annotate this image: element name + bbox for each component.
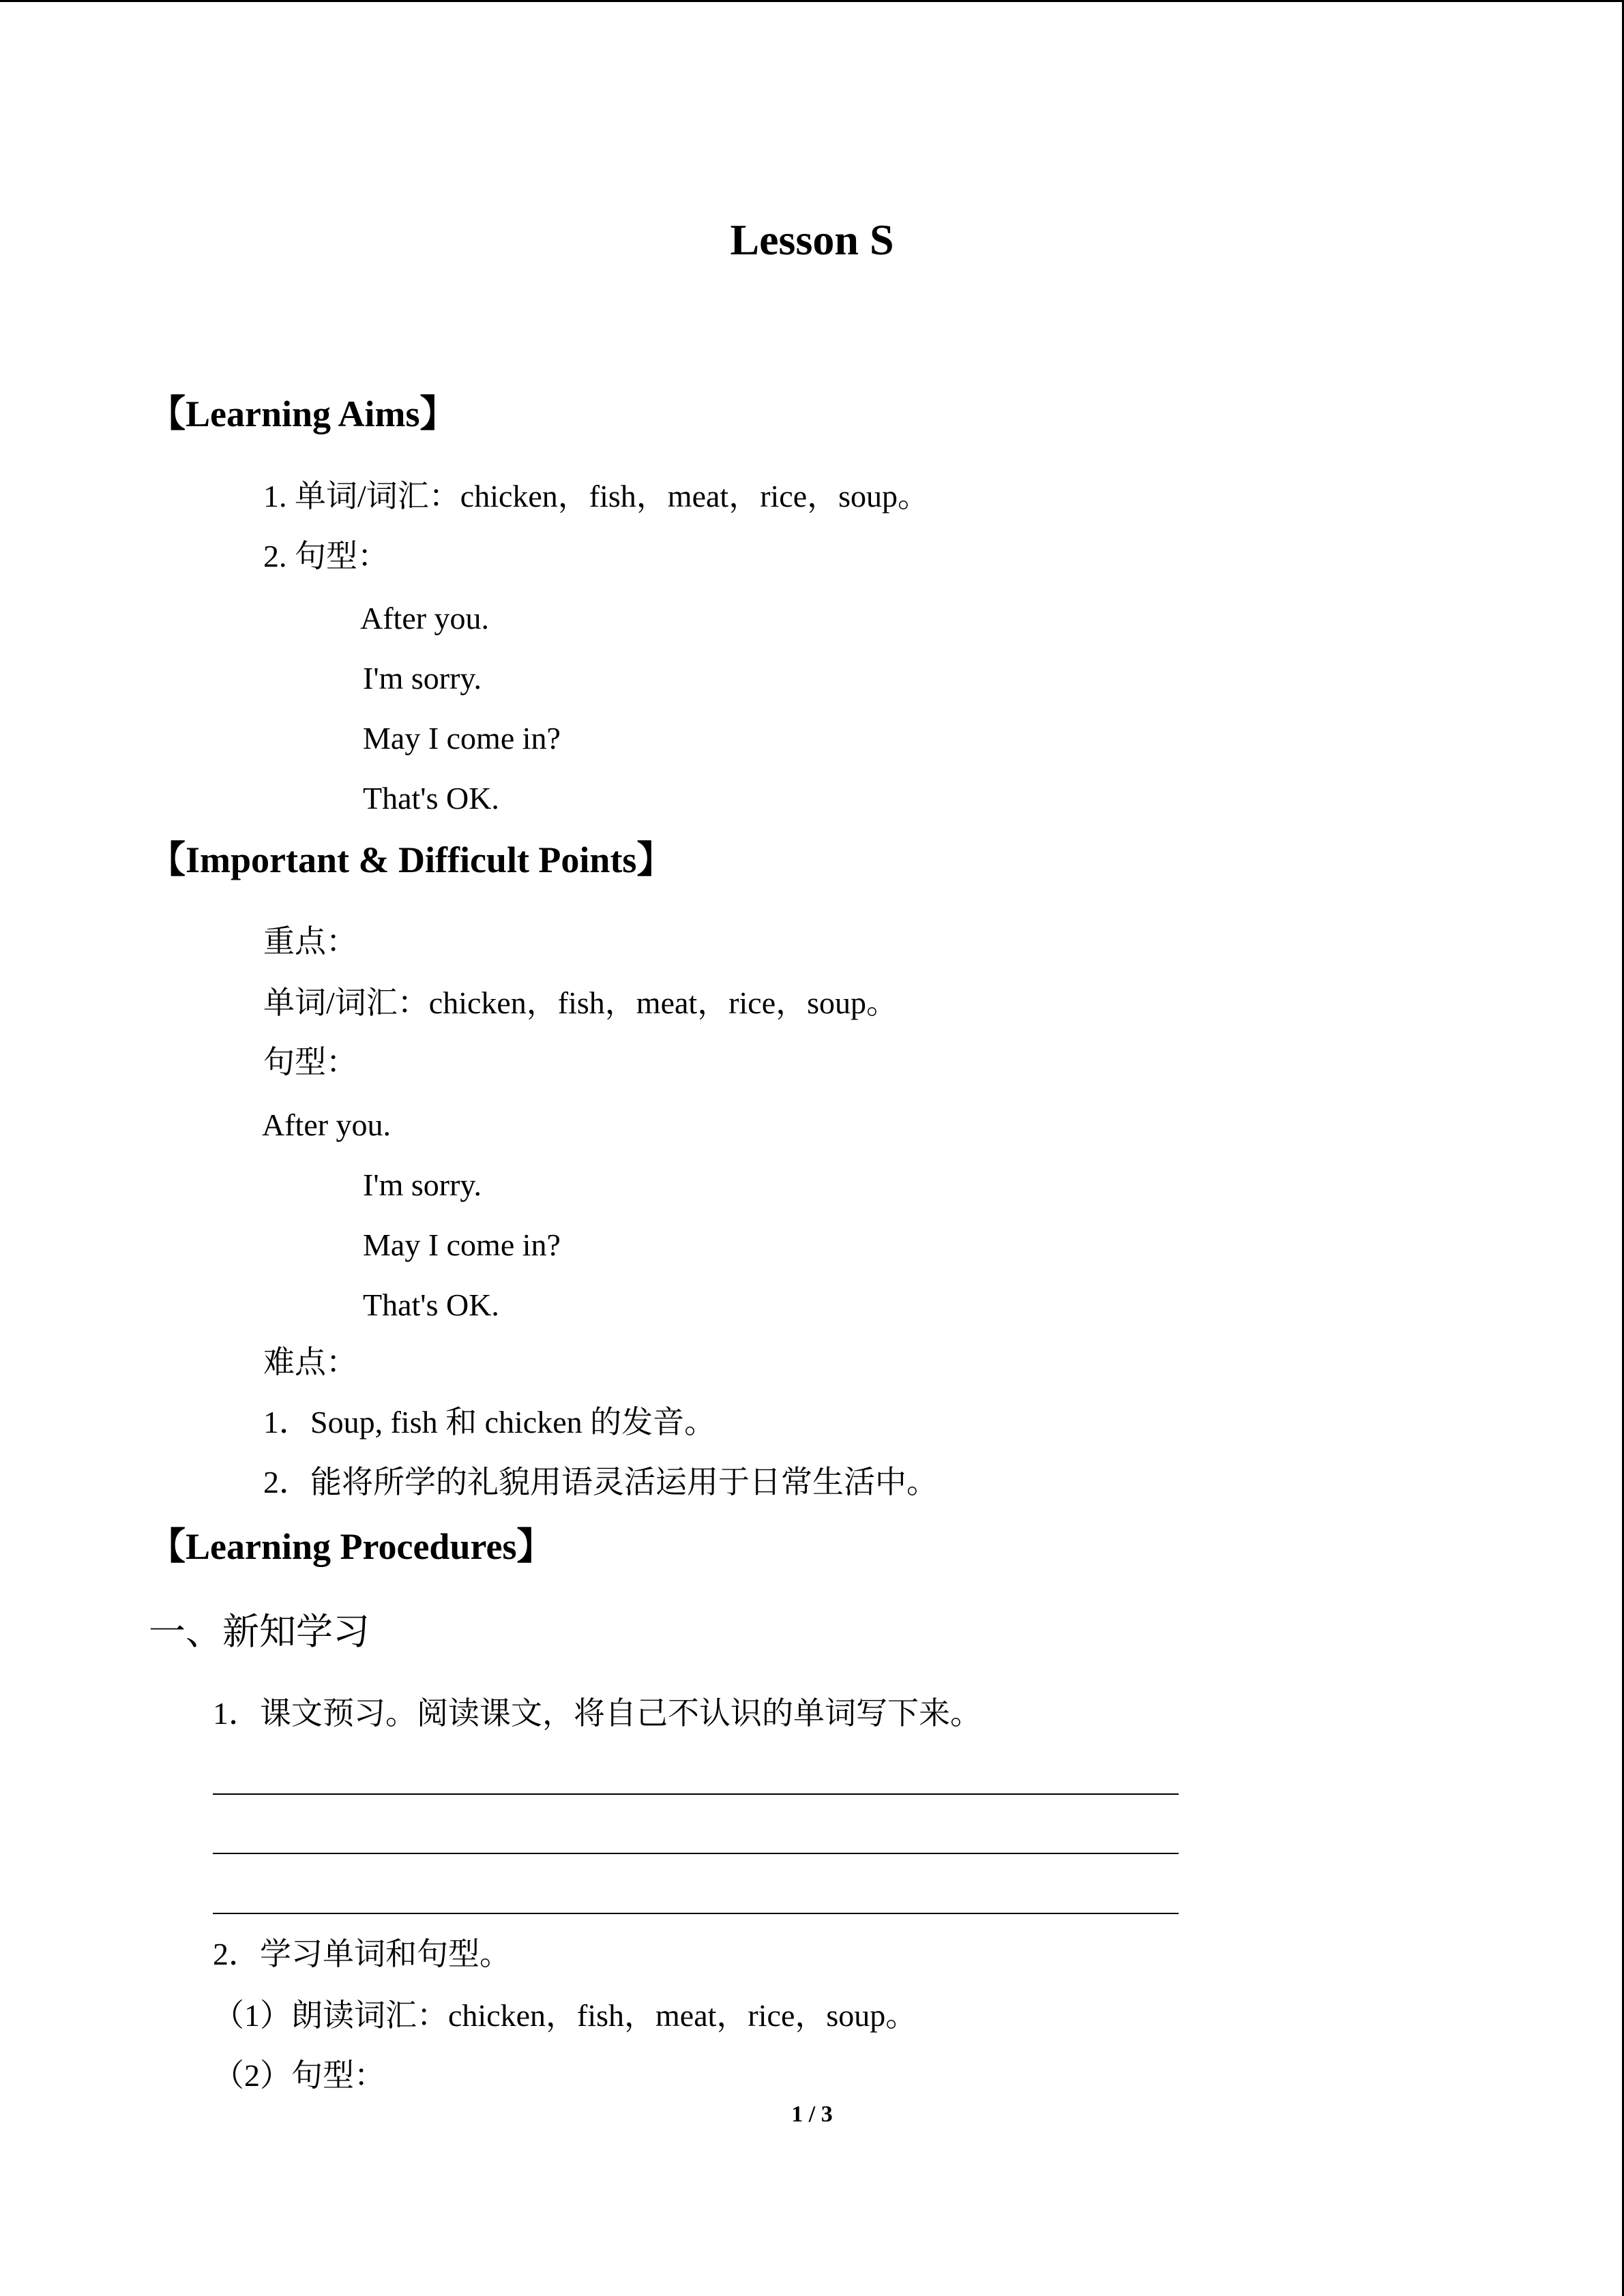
aims-item-patterns: 2. 句型：	[263, 539, 389, 573]
page-border-top	[0, 0, 1624, 2]
answer-line[interactable]	[213, 1913, 1179, 1914]
step-read-vocabulary: （1）朗读词汇：chicken，fish，meat，rice，soup。	[213, 1998, 917, 2033]
page-number: 1 / 3	[791, 2102, 833, 2127]
points-sentence: May I come in?	[363, 1227, 561, 1262]
aims-sentence: May I come in?	[363, 721, 561, 756]
learning-procedures-heading: 【Learning Procedures】	[149, 1526, 554, 1567]
step-learn-words: 2．学习单词和句型。	[213, 1937, 511, 1971]
key-points-label: 重点：	[263, 924, 357, 959]
answer-line[interactable]	[213, 1853, 1179, 1854]
points-sentence: After you.	[262, 1107, 392, 1142]
difficult-points-label: 难点：	[263, 1345, 357, 1380]
answer-line[interactable]	[213, 1793, 1179, 1795]
key-points-pattern-label: 句型：	[263, 1045, 357, 1079]
page-title: Lesson S	[730, 215, 894, 264]
important-difficult-heading: 【Important & Difficult Points】	[149, 839, 674, 880]
points-sentence: That's OK.	[363, 1287, 499, 1322]
step-preview: 1．课文预习。阅读课文，将自己不认识的单词写下来。	[213, 1696, 981, 1731]
section-new-knowledge: 一、新知学习	[149, 1611, 370, 1652]
aims-sentence: That's OK.	[363, 781, 499, 816]
difficult-point-2: 2．能将所学的礼貌用语灵活运用于日常生活中。	[263, 1465, 938, 1500]
aims-sentence: After you.	[360, 601, 490, 636]
aims-item-vocabulary: 1. 单词/词汇：chicken，fish，meat，rice，soup。	[263, 479, 930, 513]
aims-sentence: I'm sorry.	[363, 661, 482, 696]
difficult-point-1: 1．Soup, fish 和 chicken 的发音。	[263, 1405, 716, 1440]
learning-aims-heading: 【Learning Aims】	[149, 393, 457, 434]
step-patterns: （2）句型：	[213, 2058, 385, 2093]
key-points-vocabulary: 单词/词汇：chicken，fish，meat，rice，soup。	[263, 985, 898, 1020]
points-sentence: I'm sorry.	[363, 1167, 482, 1202]
